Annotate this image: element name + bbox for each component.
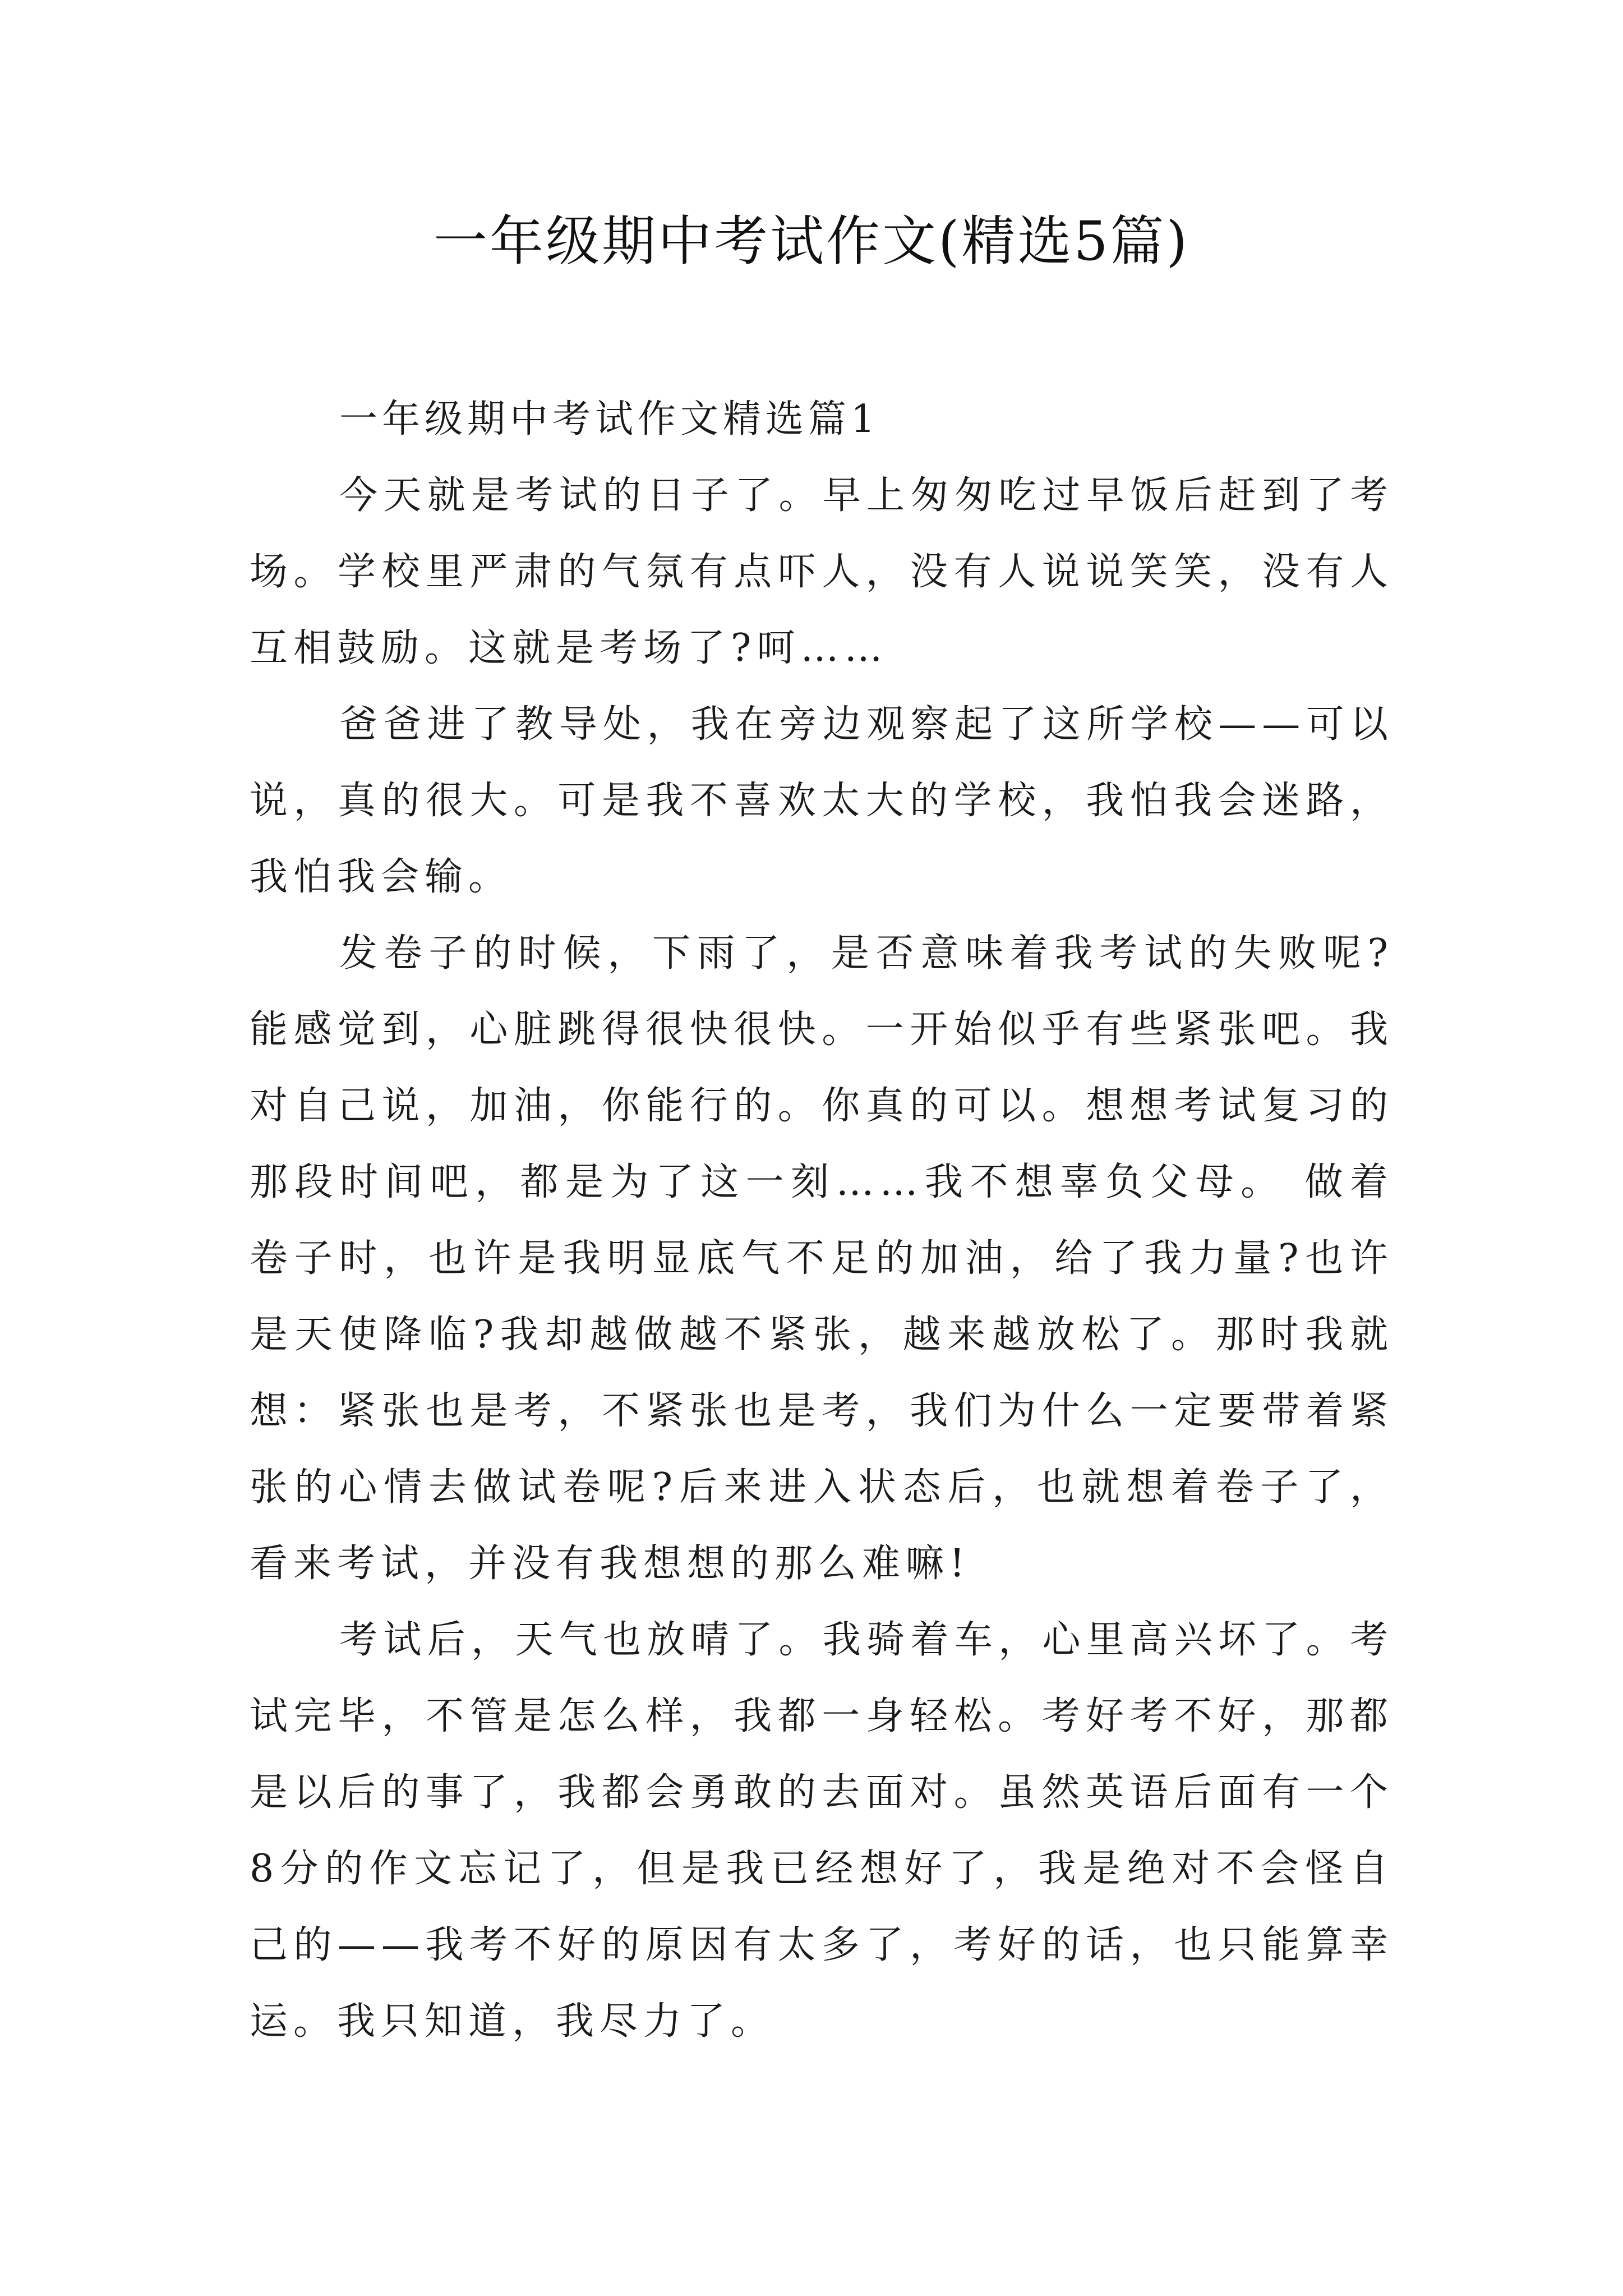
paragraph: 考试后，天气也放晴了。我骑着车，心里高兴坏了。考试完毕，不管是怎么样，我都一身轻松。考好考不好，那都是以后的事了，我都会勇敢的去面对。虽然英语后面有一个8分的作文忘记了，但是我已经想好了，我是绝对不会怪自己的——我考不好的原因有太多了，考好的话，也只能算幸运。我只知道，我尽力了。 xyxy=(250,1618,1394,2044)
paragraph: 爸爸进了教导处，我在旁边观察起了这所学校——可以说，真的很大。可是我不喜欢太大的学校，我怕我会迷路，我怕我会输。 xyxy=(250,702,1394,899)
paragraph: 发卷子的时候，下雨了，是否意味着我考试的失败呢?能感觉到，心脏跳得很快很快。一开始似乎有些紧张吧。我对自己说，加油，你能行的。你真的可以。想想考试复习的那段时间吧，都是为了这一刻……我不想辜负父母。 做着卷子时，也许是我明显底气不足的加油，给了我力量?也许是天使降临?我却越做越不紧张，越来越放松了。那时我就想：紧张也是考，不紧张也是考，我们为什么一定要带着紧张的心情去做试卷呢?后来进入状态后，也就想着卷子了，看来考试，并没有我想想的那么难嘛! xyxy=(250,931,1394,1586)
document-body xyxy=(250,381,1394,2060)
document-title: 一年级期中考试作文(精选5篇) xyxy=(434,210,1189,273)
section-heading: 一年级期中考试作文精选篇1 xyxy=(339,397,880,441)
paragraph: 今天就是考试的日子了。早上匆匆吃过早饭后赶到了考场。学校里严肃的气氛有点吓人，没有人说说笑笑，没有人互相鼓励。这就是考场了?呵…… xyxy=(250,473,1394,670)
